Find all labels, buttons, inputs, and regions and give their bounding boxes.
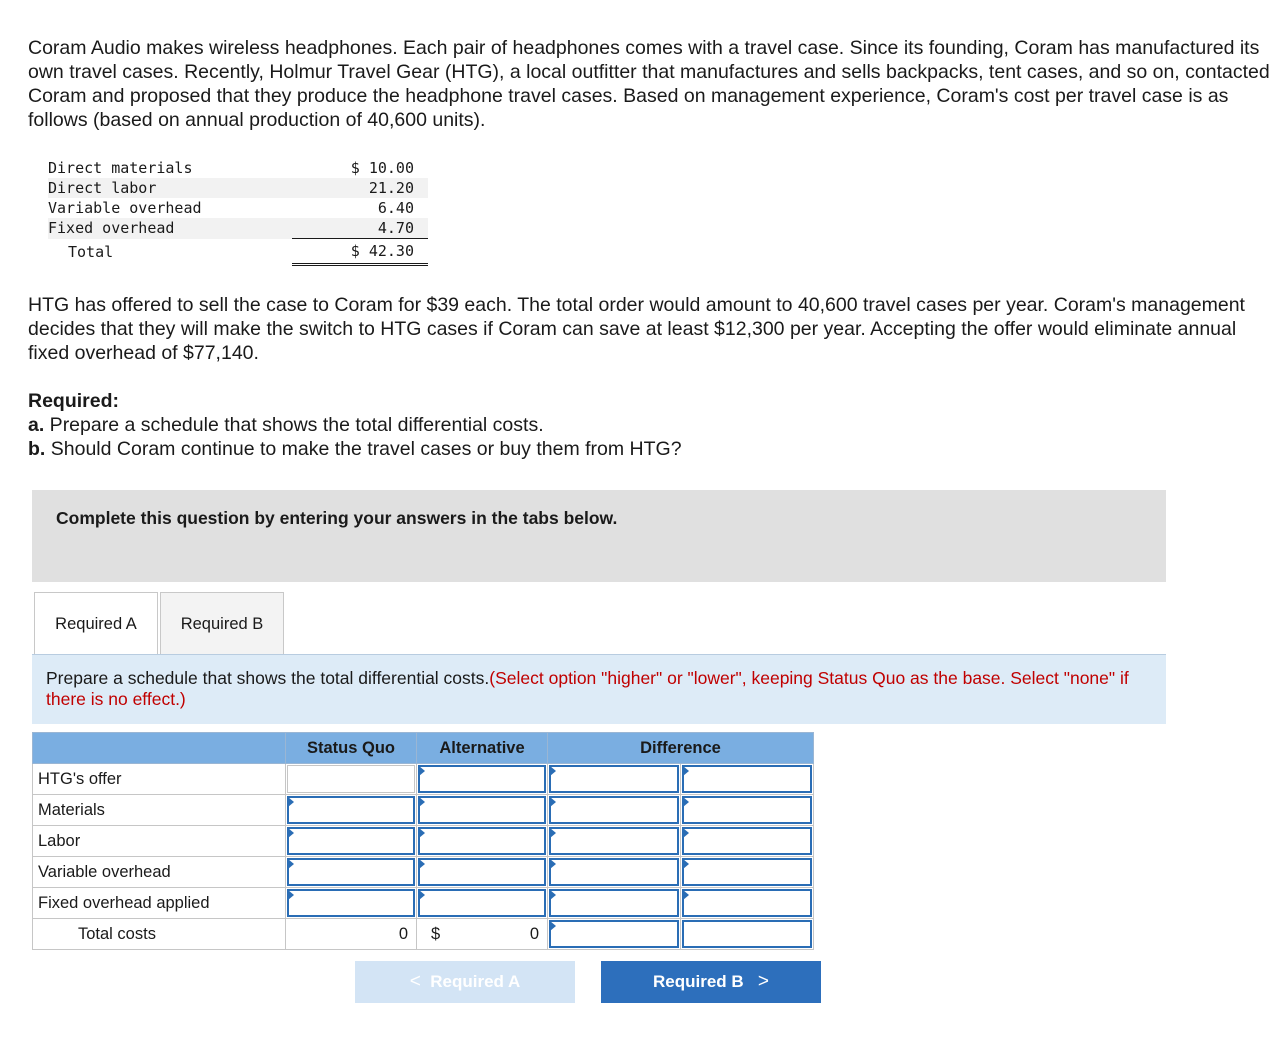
input-marker-icon [550, 890, 556, 900]
alternative-input[interactable] [418, 889, 546, 917]
prev-button-label: Required A [430, 972, 521, 991]
total-alternative-cell [417, 919, 548, 950]
cost-row [48, 198, 428, 218]
input-marker-icon [550, 921, 556, 931]
alternative-input[interactable] [418, 796, 546, 824]
cost-amount: 21.20 [292, 178, 428, 198]
required-heading: Required: [28, 390, 120, 412]
alternative-cell [417, 857, 548, 888]
dropdown-marker-icon [683, 766, 689, 776]
input-marker-icon [419, 890, 425, 900]
dropdown-marker-icon [683, 859, 689, 869]
total-label: Total costs [33, 919, 286, 950]
total-status-quo-cell [286, 919, 417, 950]
higher-lower-select[interactable] [682, 827, 812, 855]
cost-per-case-table [48, 158, 428, 266]
chevron-right-icon: > [757, 971, 769, 992]
instruction-note: (Select option "higher" or "lower", keeping Status Quo as the base. Select "none" if there is no effect.) [46, 668, 1129, 709]
input-marker-icon [419, 859, 425, 869]
difference-input[interactable] [549, 889, 679, 917]
cost-amount: 6.40 [377, 199, 414, 217]
input-marker-icon [288, 797, 294, 807]
required-a-prefix: a. [28, 414, 45, 436]
row-label: HTG's offer [33, 764, 286, 795]
total-alternative-value: 0 [529, 925, 539, 943]
table-row [33, 764, 814, 795]
required-a [28, 413, 1028, 437]
input-marker-icon [419, 766, 425, 776]
cost-total-row [48, 239, 428, 265]
row-label: Variable overhead [33, 857, 286, 888]
banner-text: Complete this question by entering your answers in the tabs below. [56, 508, 618, 528]
cost-label: Direct materials [48, 159, 193, 177]
input-marker-icon [288, 890, 294, 900]
status-quo-cell [286, 764, 417, 795]
input-marker-icon [288, 828, 294, 838]
next-button-label: Required B [653, 972, 744, 991]
row-label: Fixed overhead applied [33, 888, 286, 919]
alternative-cell [417, 795, 548, 826]
difference-cell [548, 857, 681, 888]
higher-lower-cell [681, 888, 814, 919]
dropdown-marker-icon [683, 797, 689, 807]
instructions-banner [32, 490, 1166, 582]
tab-required-a[interactable]: Required A [34, 592, 158, 655]
higher-lower-select[interactable] [682, 889, 812, 917]
status-quo-cell [286, 795, 417, 826]
total-higher-lower-cell [681, 919, 814, 950]
total-row [33, 919, 814, 950]
schedule-header-row [33, 733, 814, 764]
total-currency-symbol: $ [431, 925, 441, 943]
difference-input[interactable] [549, 827, 679, 855]
input-marker-icon [550, 828, 556, 838]
schedule-instruction [32, 654, 1166, 724]
required-b [28, 437, 1028, 461]
cost-label: Fixed overhead [48, 218, 292, 239]
alternative-input[interactable] [418, 827, 546, 855]
table-row [33, 888, 814, 919]
input-marker-icon [288, 859, 294, 869]
status-quo-input[interactable] [287, 889, 415, 917]
status-quo-input[interactable] [287, 827, 415, 855]
higher-lower-select[interactable] [682, 858, 812, 886]
status-quo-cell [286, 888, 417, 919]
header-blank [33, 733, 286, 764]
cost-label: Direct labor [48, 178, 292, 198]
higher-lower-cell [681, 795, 814, 826]
difference-input[interactable] [549, 796, 679, 824]
higher-lower-cell [681, 857, 814, 888]
status-quo-cell [286, 826, 417, 857]
alternative-cell [417, 764, 548, 795]
alternative-cell [417, 888, 548, 919]
higher-lower-select[interactable] [682, 796, 812, 824]
higher-lower-cell [681, 764, 814, 795]
input-marker-icon [419, 797, 425, 807]
next-required-b-button[interactable] [601, 961, 821, 1003]
table-row [33, 857, 814, 888]
alternative-input[interactable] [418, 765, 546, 793]
difference-cell [548, 826, 681, 857]
cost-label: Variable overhead [48, 199, 202, 217]
htg-offer-text: HTG has offered to sell the case to Coram for $39 each. The total order would amount to 40,600 travel cases per year. Coram's management decides that they will make the switch to HTG cases if Coram can save at least $12,300 per year. Accepting the offer would eliminate annual fixed overhead of $77,140. [28, 294, 1245, 364]
problem-intro: Coram Audio makes wireless headphones. Each pair of headphones comes with a travel case. Since its founding, Coram has manufactured its own travel cases. Recently, Holmur Travel Gear (HTG), a local outfitter that manufactures and sells backpacks, tent cases, and so on, contacted Coram and proposed that they produce the headphone travel cases. Based on management experience, Coram's cost per travel case is as follows (based on annual production of 40,600 units). [28, 37, 1270, 131]
chevron-left-icon: < [409, 971, 421, 992]
header-alternative: Alternative [417, 733, 548, 764]
input-marker-icon [419, 828, 425, 838]
dropdown-marker-icon [683, 828, 689, 838]
required-b-text: Should Coram continue to make the travel cases or buy them from HTG? [45, 438, 682, 460]
difference-cell [548, 795, 681, 826]
status-quo-cell [286, 857, 417, 888]
cost-row [48, 158, 428, 178]
total-difference-input[interactable] [549, 920, 679, 948]
row-label: Labor [33, 826, 286, 857]
differential-cost-schedule [32, 732, 814, 950]
difference-input[interactable] [549, 765, 679, 793]
dropdown-marker-icon [683, 890, 689, 900]
cost-amount: $ 10.00 [350, 159, 414, 177]
alternative-cell [417, 826, 548, 857]
required-a-text: Prepare a schedule that shows the total differential costs. [44, 414, 544, 436]
difference-cell [548, 888, 681, 919]
higher-lower-select[interactable] [682, 765, 812, 793]
row-label: Materials [33, 795, 286, 826]
alternative-input[interactable] [418, 858, 546, 886]
required-b-prefix: b. [28, 438, 46, 460]
total-higher-lower-select[interactable] [682, 920, 812, 948]
total-difference-cell [548, 919, 681, 950]
table-row [33, 795, 814, 826]
prev-required-a-button[interactable] [355, 961, 575, 1003]
header-difference: Difference [548, 733, 814, 764]
cost-total-label: Total [68, 242, 114, 261]
table-row [33, 826, 814, 857]
cost-row [48, 178, 428, 198]
input-marker-icon [550, 766, 556, 776]
input-marker-icon [550, 859, 556, 869]
cost-row [48, 218, 428, 239]
cost-total-amount: $ 42.30 [292, 239, 428, 265]
difference-input[interactable] [549, 858, 679, 886]
cost-amount: 4.70 [292, 218, 428, 239]
input-marker-icon [550, 797, 556, 807]
higher-lower-cell [681, 826, 814, 857]
required-section [28, 389, 1028, 461]
status-quo-input[interactable] [287, 796, 415, 824]
status-quo-input[interactable] [287, 765, 415, 793]
status-quo-input[interactable] [287, 858, 415, 886]
total-status-quo-value: 0 [398, 925, 408, 943]
instruction-main: Prepare a schedule that shows the total differential costs. [46, 668, 490, 688]
tab-required-b[interactable]: Required B [160, 592, 284, 655]
header-status-quo: Status Quo [286, 733, 417, 764]
difference-cell [548, 764, 681, 795]
